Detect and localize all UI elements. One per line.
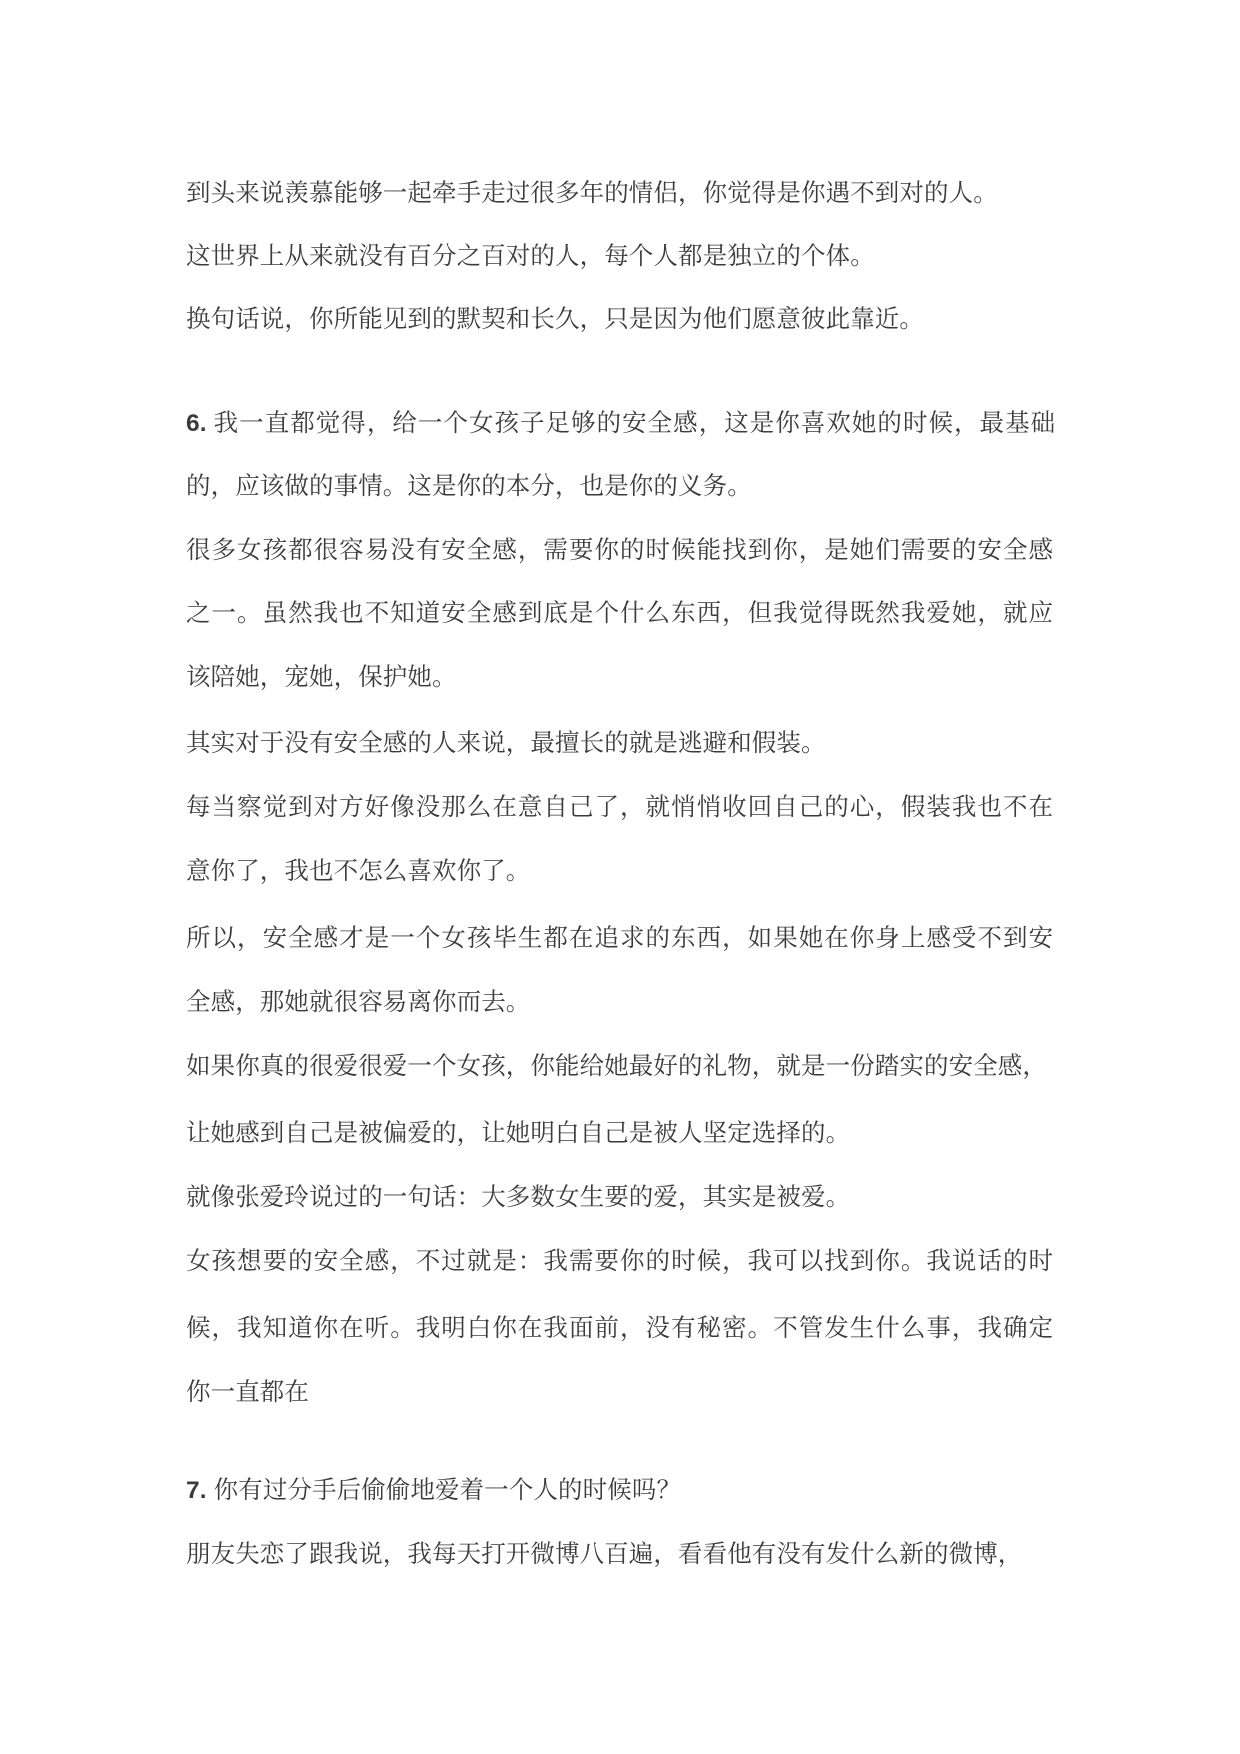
- text-line: [186, 988, 1054, 1018]
- section-number: 7.: [186, 1477, 207, 1504]
- line-text: 这世界上从来就没有百分之百对的人，每个人都是独立的个体。: [186, 243, 875, 270]
- line-text: 你一直都在: [186, 1379, 309, 1406]
- text-line: [186, 305, 1054, 335]
- text-line: [186, 1314, 1054, 1344]
- text-line: [186, 1247, 1054, 1277]
- text-line: [186, 924, 1054, 954]
- line-text: 意你了，我也不怎么喜欢你了。: [186, 858, 531, 885]
- line-text: 到头来说羡慕能够一起牵手走过很多年的情侣，你觉得是你遇不到对的人。: [186, 180, 998, 207]
- line-text: 每当察觉到对方好像没那么在意自己了，就悄悄收回自己的心，假装我也不在: [186, 794, 1055, 821]
- line-text: 很多女孩都很容易没有安全感，需要你的时候能找到你，是她们需要的安全感: [186, 537, 1055, 564]
- text-line: [186, 536, 1054, 566]
- line-text: 朋友失恋了跟我说，我每天打开微博八百遍，看看他有没有发什么新的微博，: [186, 1541, 1023, 1568]
- line-text: 其实对于没有安全感的人来说，最擅长的就是逃避和假装。: [186, 730, 826, 757]
- text-line: [186, 179, 1054, 209]
- text-line: [186, 1052, 1054, 1082]
- section-number: 6.: [186, 410, 207, 437]
- text-line: [186, 857, 1054, 887]
- text-line: [186, 409, 1057, 439]
- text-line: [186, 1540, 1054, 1570]
- text-line: [186, 1119, 1054, 1149]
- text-line: [186, 599, 1054, 629]
- line-text: 如果你真的很爱很爱一个女孩，你能给她最好的礼物，就是一份踏实的安全感，: [186, 1053, 1047, 1080]
- line-text: 换句话说，你所能见到的默契和长久，只是因为他们愿意彼此靠近。: [186, 306, 924, 333]
- text-line: [186, 1183, 1054, 1213]
- text-line: [186, 1378, 1054, 1408]
- line-text: 你有过分手后偷偷地爱着一个人的时候吗？: [213, 1477, 682, 1504]
- text-line: [186, 1476, 1054, 1506]
- line-text: 让她感到自己是被偏爱的，让她明白自己是被人坚定选择的。: [186, 1120, 851, 1147]
- line-text: 候，我知道你在听。我明白你在我面前，没有秘密。不管发生什么事，我确定: [186, 1315, 1055, 1342]
- text-line: [186, 729, 1054, 759]
- text-line: [186, 793, 1054, 823]
- line-text: 就像张爱玲说过的一句话：大多数女生要的爱，其实是被爱。: [186, 1184, 851, 1211]
- line-text: 的，应该做的事情。这是你的本分，也是你的义务。: [186, 473, 752, 500]
- text-line: [186, 472, 1054, 502]
- line-text: 我一直都觉得，给一个女孩子足够的安全感，这是你喜欢她的时候，最基础: [213, 410, 1057, 437]
- line-text: 之一。虽然我也不知道安全感到底是个什么东西，但我觉得既然我爱她，就应: [186, 600, 1055, 627]
- line-text: 全感，那她就很容易离你而去。: [186, 989, 531, 1016]
- text-line: [186, 663, 1054, 693]
- line-text: 所以，安全感才是一个女孩毕生都在追求的东西，如果她在你身上感受不到安: [186, 925, 1055, 952]
- line-text: 该陪她，宠她，保护她。: [186, 664, 457, 691]
- text-line: [186, 242, 1054, 272]
- line-text: 女孩想要的安全感，不过就是：我需要你的时候，我可以找到你。我说话的时: [186, 1248, 1055, 1275]
